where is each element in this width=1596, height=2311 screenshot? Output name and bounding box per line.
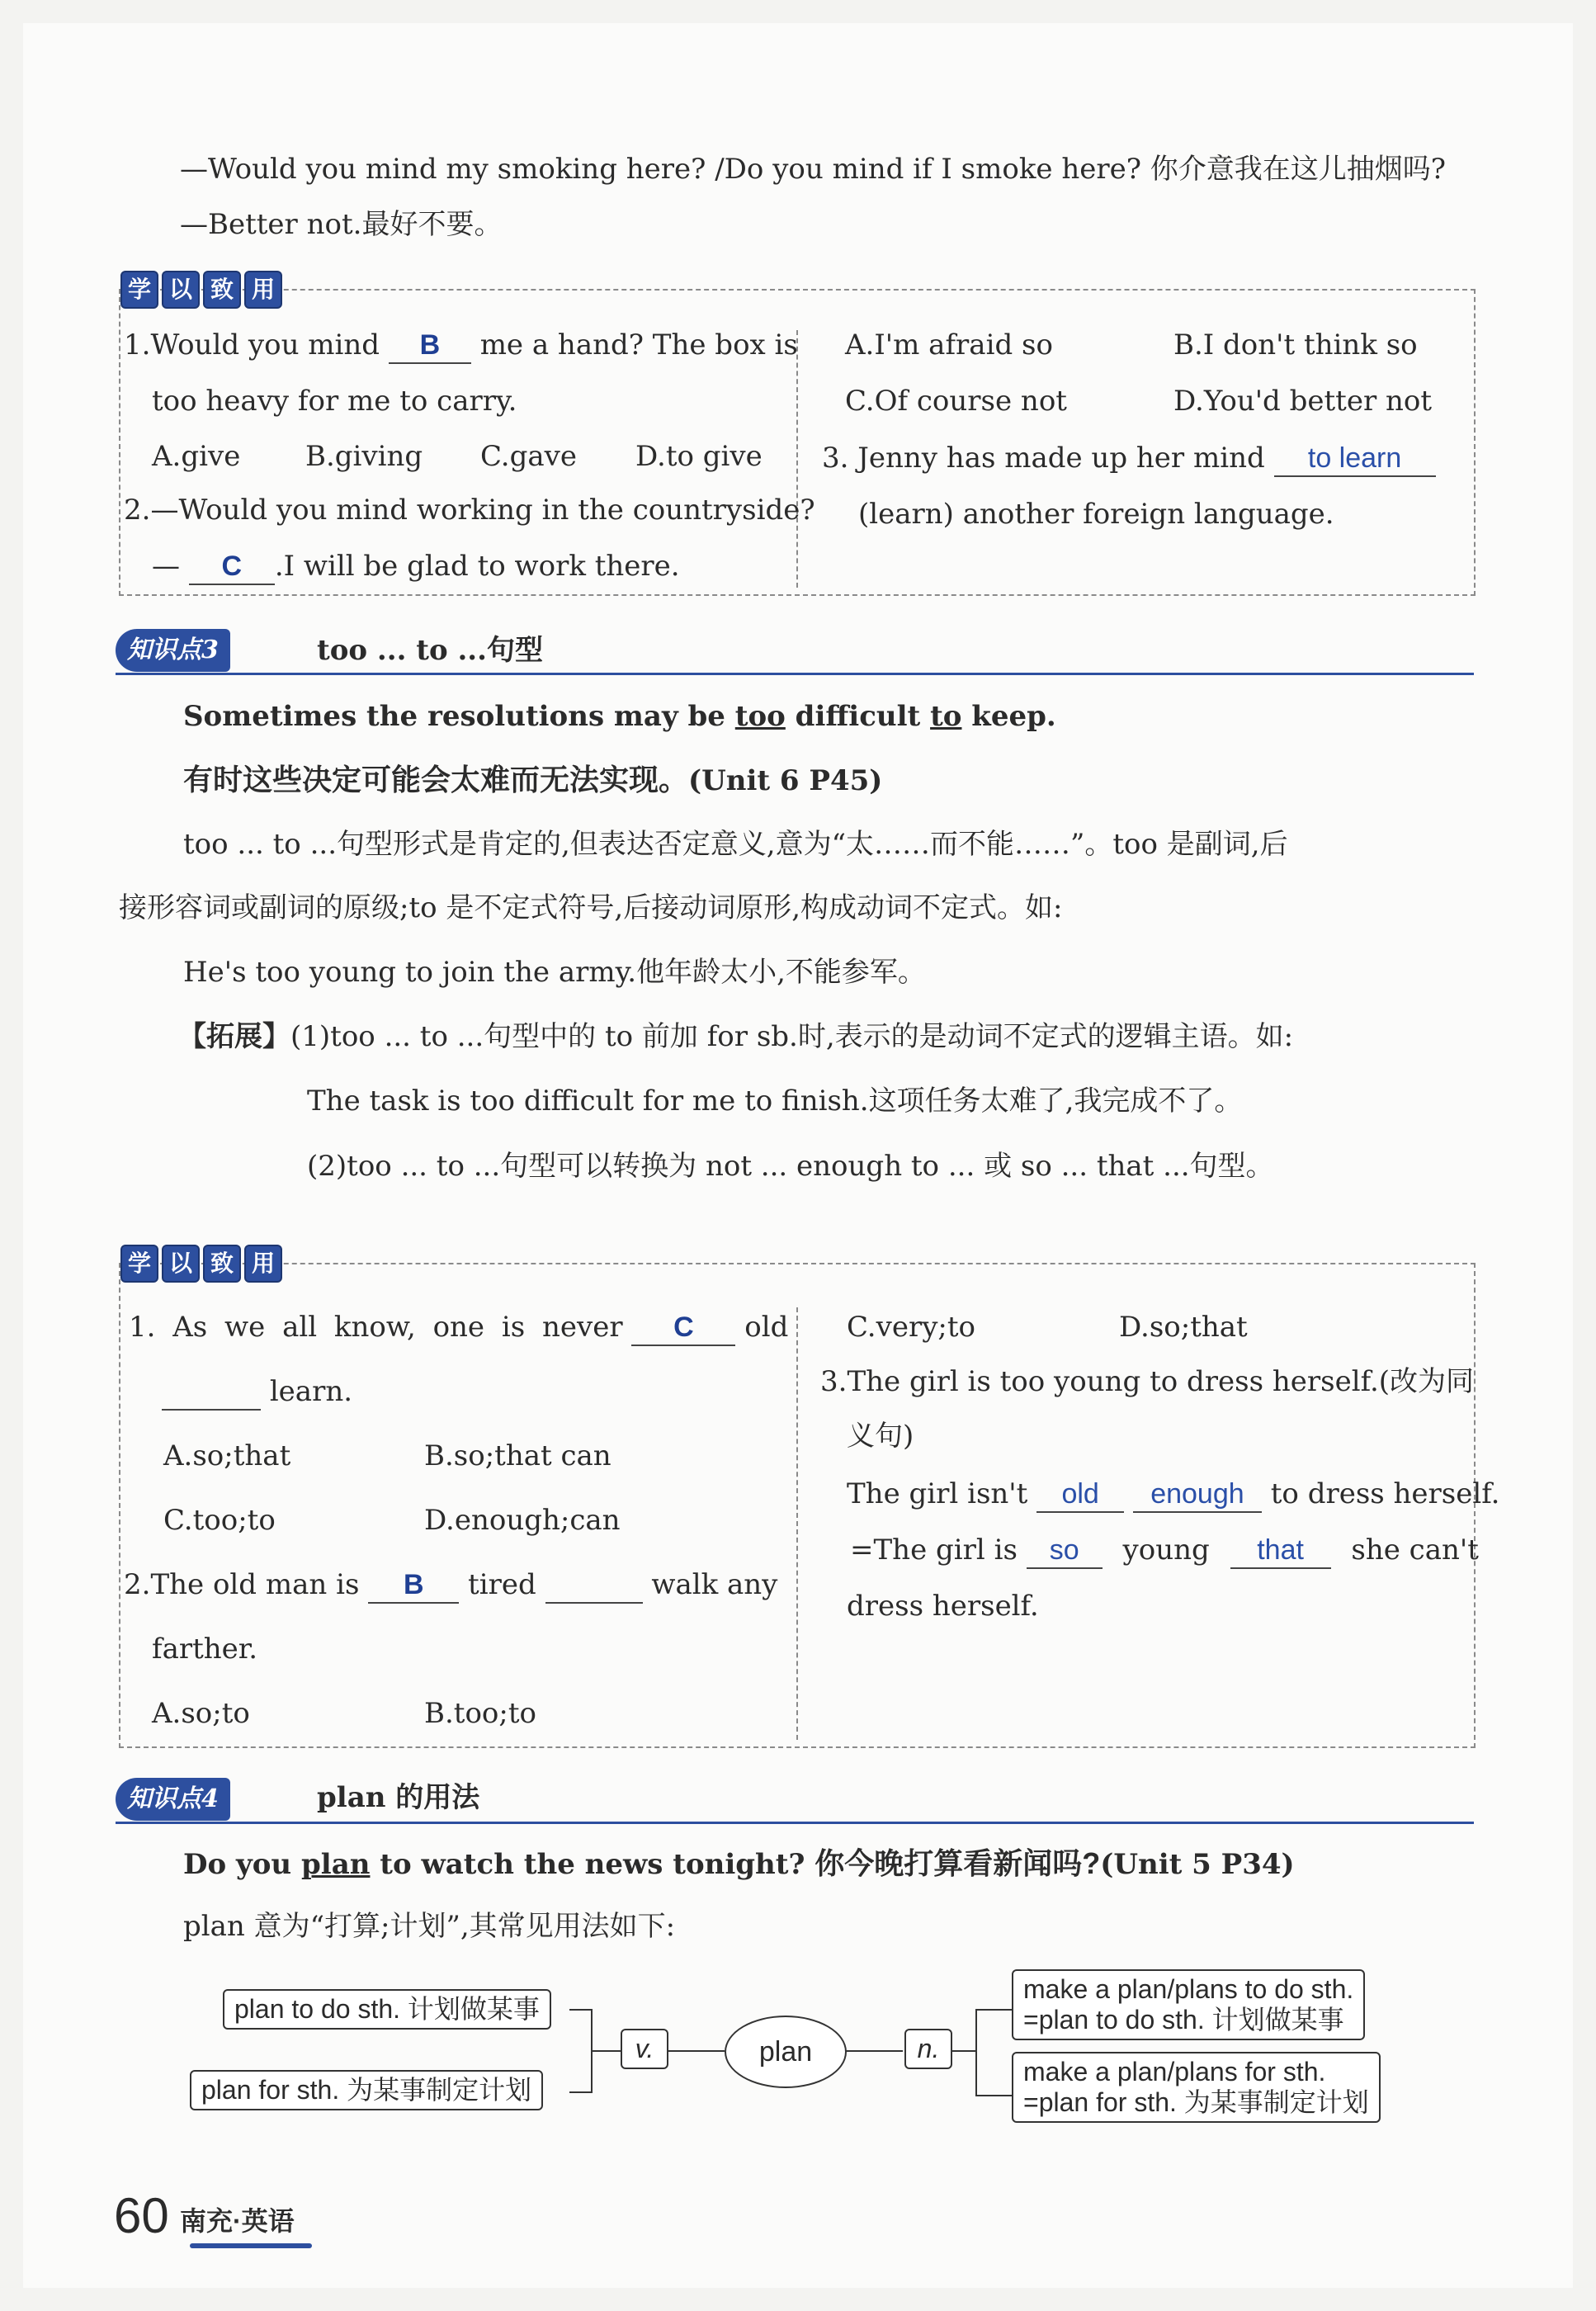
diagram-center-plan: plan: [725, 2016, 847, 2088]
ex2-q2-option-c: C.very;to: [847, 1311, 975, 1344]
intro-line-1: —Would you mind my smoking here? /Do you mind if I smoke here? 你介意我在这儿抽烟吗?: [180, 153, 1447, 186]
diagram-verb-label: v.: [621, 2029, 668, 2069]
ex1-q1: 1.Would you mind B me a hand? The box is: [124, 328, 798, 364]
ex2-q2-answer: B: [403, 1569, 424, 1600]
ex2-q3-line2: 义句): [847, 1420, 914, 1453]
kp3-rule: [116, 673, 1474, 675]
ex1-q1-line2: too heavy for me to carry.: [152, 385, 517, 418]
footer-accent-bar: [190, 2243, 312, 2248]
ex2-q3-answer-b: =The girl is so young that she can't: [850, 1534, 1479, 1569]
kp3-badge: 知识点3: [116, 629, 230, 672]
ex1-q2-option-a: A.I'm afraid so: [845, 328, 1053, 362]
ex2-q3-line-last: dress herself.: [847, 1590, 1039, 1623]
ex2-q3-line1: 3.The girl is too young to dress herself.(改为同: [820, 1365, 1475, 1398]
diagram-connector: [667, 2050, 725, 2052]
ex2-q1-option-b: B.so;that can: [424, 1439, 611, 1472]
kp3-example-2: He's too young to join the army.他年龄太小,不能参军。: [183, 956, 926, 989]
kp4-example: Do you plan to watch the news tonight? 你今晚打算看新闻吗?(Unit 5 P34): [183, 1846, 1295, 1881]
ex1-q2-answer: C: [221, 551, 243, 582]
diagram-connector: [591, 2050, 621, 2052]
diagram-connector: [975, 2009, 977, 2096]
diagram-noun-label: n.: [904, 2029, 952, 2069]
diagram-connector: [951, 2050, 975, 2052]
page-number: 60: [114, 2188, 169, 2243]
diagram-left-top: plan to do sth. 计划做某事: [223, 1989, 551, 2030]
ex2-q2-option-d: D.so;that: [1119, 1311, 1248, 1344]
ex1-q1-answer: B: [419, 329, 441, 361]
ex2-q2-line2: farther.: [152, 1633, 258, 1666]
kp4-title: plan 的用法: [317, 1781, 480, 1814]
ex1-q2-line1: 2.—Would you mind working in the countryside?: [124, 494, 815, 527]
kp3-extension-2: (2)too ... to ...句型可以转换为 not ... enough to ... 或 so ... that ...句型。: [307, 1150, 1274, 1183]
ex2-q1-option-c: C.too;to: [163, 1504, 276, 1537]
practice-box-1-divider: [796, 330, 798, 588]
kp3-title: too ... to ...句型: [317, 634, 543, 667]
ex2-q1-option-a: A.so;that: [163, 1439, 291, 1472]
ex1-q1-option-a: A.give: [152, 440, 241, 473]
ex2-q1-option-d: D.enough;can: [424, 1504, 621, 1537]
ex1-q3-line2: (learn) another foreign language.: [858, 498, 1334, 531]
diagram-connector: [569, 2009, 591, 2011]
kp4-badge: 知识点4: [116, 1778, 230, 1821]
diagram-right-bottom: make a plan/plans for sth. =plan for sth. 为某事制定计划: [1012, 2052, 1381, 2123]
ex1-q3: 3. Jenny has made up her mind to learn: [822, 442, 1436, 477]
ex2-q3-answer-a: The girl isn't old enough to dress herself.: [847, 1477, 1499, 1513]
ex2-q1-answer: C: [673, 1311, 694, 1343]
ex2-q1-line2: learn.: [162, 1375, 352, 1411]
intro-line-2: —Better not.最好不要。: [180, 208, 503, 241]
ex1-q3-answer: to learn: [1307, 442, 1402, 474]
kp3-explanation-1: too ... to ...句型形式是肯定的,但表达否定意义,意为“太……而不能……”。too 是副词,后: [183, 828, 1288, 861]
practice-badge-1: 学 以 致 用: [120, 271, 282, 309]
kp3-explanation-2: 接形容词或副词的原级;to 是不定式符号,后接动词原形,构成动词不定式。如:: [119, 891, 1063, 924]
ex2-q1: 1. As we all know, one is never C old: [129, 1311, 788, 1346]
ex1-q2-option-d: D.You'd better not: [1173, 385, 1433, 418]
kp3-example: Sometimes the resolutions may be too difficult to keep.: [183, 700, 1056, 733]
kp3-extension-1: 【拓展】(1)too ... to ...句型中的 to 前加 for sb.时,表示的是动词不定式的逻辑主语。如:: [178, 1020, 1294, 1053]
diagram-right-top: make a plan/plans to do sth. =plan to do sth. 计划做某事: [1012, 1969, 1365, 2040]
ex1-q1-option-b: B.giving: [305, 440, 423, 473]
ex1-q1-option-c: C.gave: [480, 440, 577, 473]
kp3-translation-line: 有时这些决定可能会太难而无法实现。(Unit 6 P45): [183, 763, 883, 797]
diagram-left-bottom: plan for sth. 为某事制定计划: [190, 2070, 543, 2110]
diagram-connector: [845, 2050, 903, 2052]
ex2-q2: 2.The old man is B tired walk any: [124, 1568, 777, 1604]
kp3-extension-1-example: The task is too difficult for me to finish.这项任务太难了,我完成不了。: [307, 1085, 1243, 1118]
diagram-connector: [975, 2095, 1012, 2096]
ex1-q2-option-c: C.Of course not: [845, 385, 1067, 418]
book-name: 南充·英语: [180, 2206, 295, 2236]
ex1-q2-option-b: B.I don't think so: [1173, 328, 1418, 362]
practice-badge-2: 学 以 致 用: [120, 1245, 282, 1283]
diagram-connector: [975, 2009, 1012, 2011]
ex1-q2-line2: — C .I will be glad to work there.: [152, 550, 680, 585]
kp4-rule: [116, 1822, 1474, 1824]
ex2-q2-option-a: A.so;to: [152, 1697, 250, 1730]
kp4-intro: plan 意为“打算;计划”,其常见用法如下:: [183, 1910, 676, 1943]
ex2-q2-option-b: B.too;to: [424, 1697, 536, 1730]
diagram-connector: [569, 2091, 591, 2093]
ex1-q1-option-d: D.to give: [635, 440, 763, 473]
practice-box-2-divider: [796, 1307, 798, 1740]
